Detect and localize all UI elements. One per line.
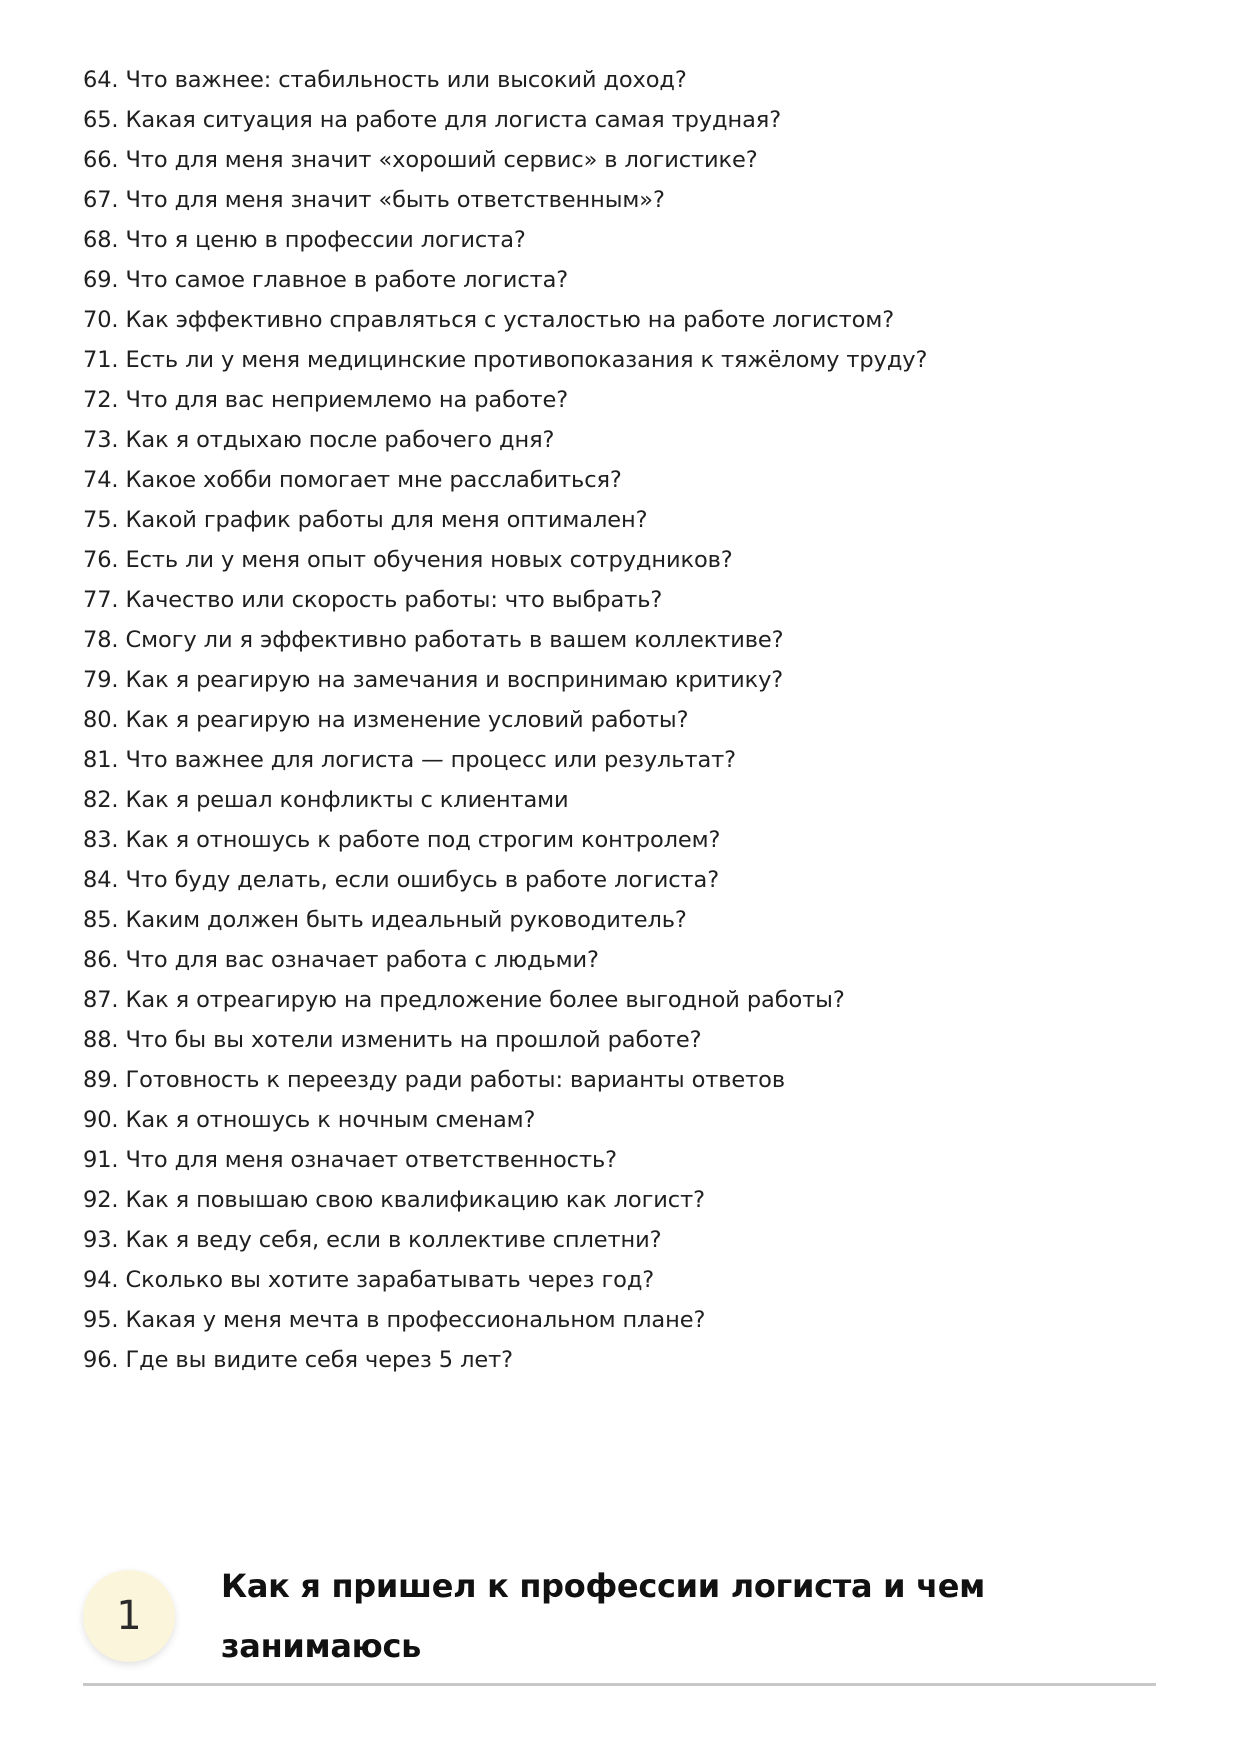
list-item: 94. Сколько вы хотите зарабатывать через год? (83, 1267, 655, 1293)
list-item: 83. Как я отношусь к работе под строгим контролем? (83, 827, 721, 853)
list-item: 77. Качество или скорость работы: что выбрать? (83, 587, 663, 613)
list-item: 81. Что важнее для логиста — процесс или результат? (83, 747, 737, 773)
list-item: 65. Какая ситуация на работе для логиста самая трудная? (83, 107, 782, 133)
list-item: 89. Готовность к переезду ради работы: варианты ответов (83, 1067, 785, 1093)
list-item: 85. Каким должен быть идеальный руководитель? (83, 907, 687, 933)
list-item: 91. Что для меня означает ответственность? (83, 1147, 617, 1173)
list-item: 92. Как я повышаю свою квалификацию как логист? (83, 1187, 705, 1213)
section-divider (83, 1683, 1156, 1686)
list-item: 75. Какой график работы для меня оптимален? (83, 507, 648, 533)
list-item: 69. Что самое главное в работе логиста? (83, 267, 569, 293)
list-item: 78. Смогу ли я эффективно работать в вашем коллективе? (83, 627, 784, 653)
list-item: 64. Что важнее: стабильность или высокий доход? (83, 67, 687, 93)
list-item: 76. Есть ли у меня опыт обучения новых сотрудников? (83, 547, 733, 573)
list-item: 71. Есть ли у меня медицинские противопоказания к тяжёлому труду? (83, 347, 928, 373)
list-item: 68. Что я ценю в профессии логиста? (83, 227, 526, 253)
list-item: 90. Как я отношусь к ночным сменам? (83, 1107, 536, 1133)
list-item: 82. Как я решал конфликты с клиентами (83, 787, 569, 813)
list-item: 86. Что для вас означает работа с людьми? (83, 947, 599, 973)
list-item: 93. Как я веду себя, если в коллективе сплетни? (83, 1227, 662, 1253)
list-item: 96. Где вы видите себя через 5 лет? (83, 1347, 513, 1373)
section-header (83, 1556, 1156, 1684)
list-item: 79. Как я реагирую на замечания и воспринимаю критику? (83, 667, 784, 693)
list-item: 80. Как я реагирую на изменение условий работы? (83, 707, 689, 733)
list-item: 88. Что бы вы хотели изменить на прошлой работе? (83, 1027, 702, 1053)
list-item: 95. Какая у меня мечта в профессиональном плане? (83, 1307, 706, 1333)
list-item: 66. Что для меня значит «хороший сервис» в логистике? (83, 147, 758, 173)
section-title: Как я пришел к профессии логиста и чем занимаюсь (221, 1567, 986, 1665)
list-item: 84. Что буду делать, если ошибусь в работе логиста? (83, 867, 720, 893)
list-item: 72. Что для вас неприемлемо на работе? (83, 387, 569, 413)
question-list (83, 60, 927, 1380)
list-item: 70. Как эффективно справляться с усталостью на работе логистом? (83, 307, 895, 333)
list-item: 67. Что для меня значит «быть ответственным»? (83, 187, 665, 213)
list-item: 73. Как я отдыхаю после рабочего дня? (83, 427, 555, 453)
list-item: 87. Как я отреагирую на предложение более выгодной работы? (83, 987, 845, 1013)
section-number-badge: 1 (83, 1570, 175, 1662)
list-item: 74. Какое хобби помогает мне расслабиться? (83, 467, 622, 493)
